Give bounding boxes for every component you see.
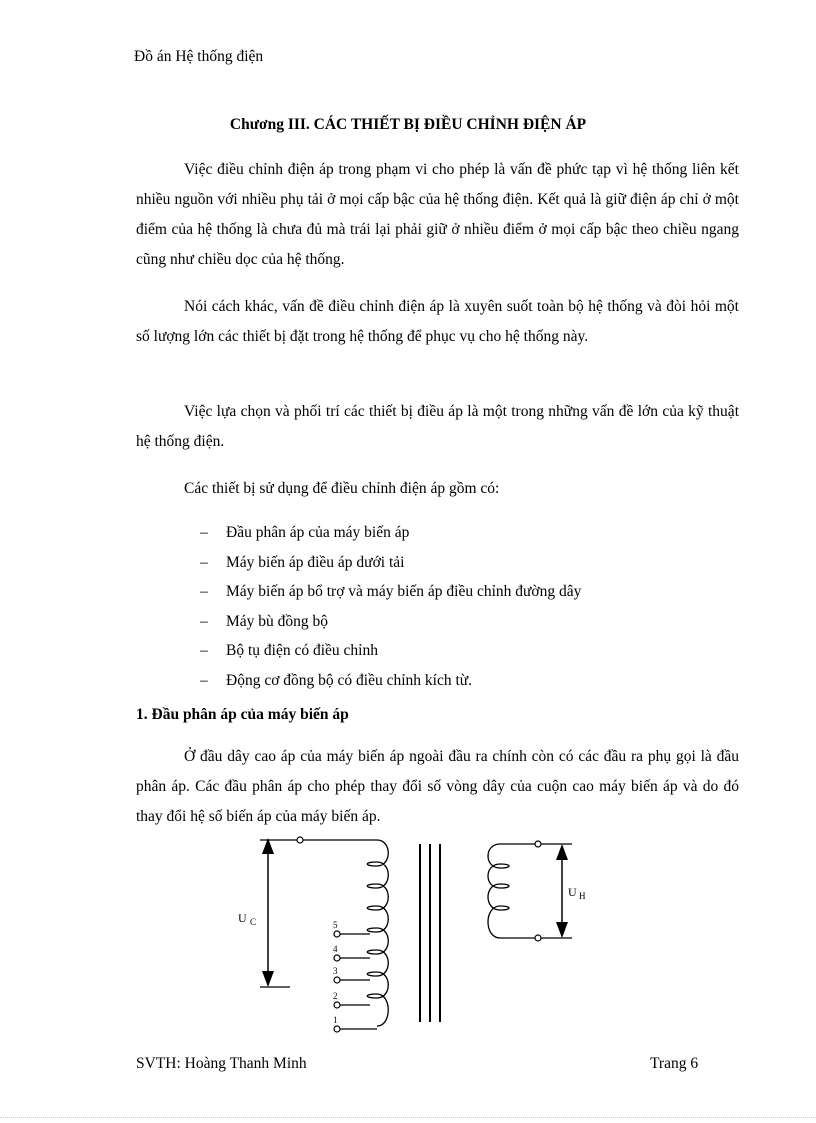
tap-label-2: 2 (333, 991, 338, 1001)
secondary-terminal-top (535, 841, 541, 847)
list-item (200, 636, 581, 666)
dash-bullet: – (200, 612, 208, 630)
secondary-terminal-bottom (535, 935, 541, 941)
dash-bullet: – (200, 642, 208, 660)
uh-arrow-head-top (556, 844, 568, 860)
list-item-text: Máy bù đồng bộ (226, 612, 329, 630)
paragraph-device-list-intro: Các thiết bị sử dụng để điều chỉnh điện áp gồm có: (184, 480, 500, 497)
list-item (200, 666, 581, 696)
paragraph-selection: Việc lựa chọn và phối trí các thiết bị điều áp là một trong những vấn đề lớn của kỹ thuật hệ thống điện. (136, 403, 739, 450)
tap-terminal-3 (334, 977, 340, 983)
footer-author: SVTH: Hoàng Thanh Minh (136, 1055, 307, 1072)
uh-arrow-head-bottom (556, 922, 568, 938)
device-list (200, 518, 581, 696)
page-bottom-rule (0, 1117, 816, 1118)
dash-bullet: – (200, 671, 208, 689)
uc-subscript: C (250, 917, 257, 927)
primary-terminal-top (297, 837, 303, 843)
paragraph-intro: Việc điều chỉnh điện áp trong phạm vi cho phép là vấn đề phức tạp vì hệ thống liên kết nhiều nguồn với nhiều phụ tải ở mọi cấp bậc của hệ thống điện. Kết quả là giữ điện áp chỉ ở một điểm của hệ thống là chưa đủ mà trái lại phải giữ ở nhiều điểm ở mọi cấp bậc theo chiều ngang cũng như chiều dọc của hệ thống. (136, 161, 739, 268)
dash-bullet: – (200, 553, 208, 571)
tap-label-4: 4 (333, 944, 338, 954)
transformer-tap-diagram (220, 830, 600, 1040)
secondary-coil (488, 844, 509, 938)
tap-terminal-5 (334, 931, 340, 937)
primary-coil (367, 840, 388, 1026)
paragraph-other-words: Nói cách khác, vấn đề điều chỉnh điện áp là xuyên suốt toàn bộ hệ thống và đòi hỏi một số lượng lớn các thiết bị đặt trong hệ thống để phục vụ cho hệ thống này. (136, 298, 739, 345)
list-item-text: Máy biến áp điều áp dưới tải (226, 553, 405, 571)
list-item (200, 518, 581, 548)
uh-label: U (568, 885, 577, 899)
uh-subscript: H (579, 891, 586, 901)
tap-label-3: 3 (333, 966, 338, 976)
tap-label-1: 1 (333, 1015, 338, 1025)
tap-terminal-4 (334, 955, 340, 961)
tap-label-5: 5 (333, 920, 338, 930)
uc-arrow-head-bottom (262, 971, 274, 987)
list-item-text: Đầu phân áp của máy biến áp (226, 524, 410, 541)
list-item (200, 577, 581, 607)
document-header: Đồ án Hệ thống điện (134, 48, 264, 65)
dash-bullet: – (200, 524, 208, 541)
list-item-text: Máy biến áp bổ trợ và máy biến áp điều chỉnh đường dây (226, 583, 582, 601)
dash-bullet: – (200, 583, 208, 601)
tap-terminal-1 (334, 1026, 340, 1032)
section-heading: 1. Đầu phân áp của máy biến áp (136, 706, 349, 723)
uc-label: U (238, 911, 247, 925)
list-item-text: Động cơ đồng bộ có điều chỉnh kích từ. (226, 671, 473, 689)
chapter-title: Chương III. CÁC THIẾT BỊ ĐIỀU CHỈNH ĐIỆN ÁP (229, 116, 587, 133)
list-item (200, 548, 581, 578)
list-item-text: Bộ tụ điện có điều chỉnh (226, 642, 378, 660)
list-item (200, 607, 581, 637)
footer-page-number: Trang 6 (650, 1055, 699, 1072)
tap-terminal-2 (334, 1002, 340, 1008)
paragraph-tap-description: Ở đầu dây cao áp của máy biến áp ngoài đầu ra chính còn có các đầu ra phụ gọi là đầu phân áp. Các đầu phân áp cho phép thay đổi số vòng dây của cuộn cao máy biến áp và do đó thay đổi hệ số biến áp của máy biến áp. (136, 748, 739, 825)
